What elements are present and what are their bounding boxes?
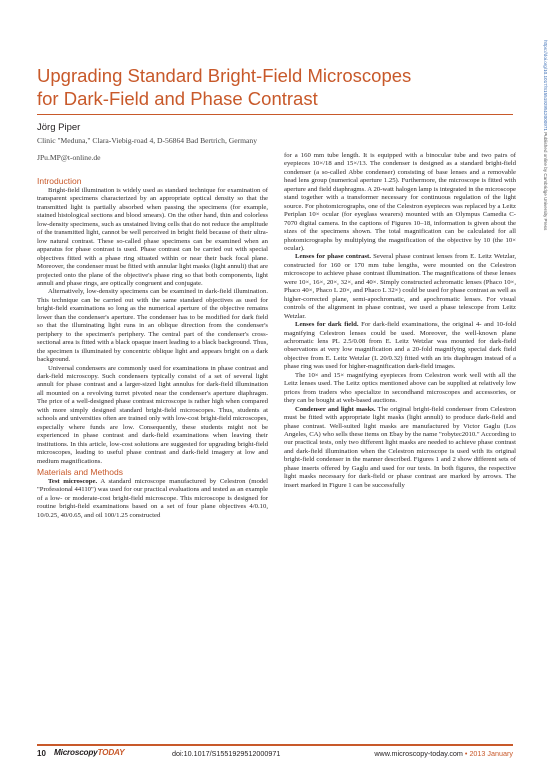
right-paragraph-1: for a 160 mm tube length. It is equipped with a binocular tube and two pairs of eyepieces 10×/18 and 15×/13. The condenser is designed as a standard bright-field condenser (a so-called Abbe condenser) consisting of base lenses and a removable head lens group (numerical aperture 1.25). Furthermore, the microscope is fitted with aperture and field diaphragms. A 20-watt halogen lamp is integrated in the microscope stand together with a transformer necessary for continuous regulation of the light source. For photomicrographs, one of the Celestron eyepieces was replaced by a Leitz Periplan 10× ocular (for eyeglass wearers) mounted with an Olympus Camedia C-7070 digital camera. In the captions of Figures 10–18, information is given about the sizes of the specimens shown. The total magnification can be calculated for all photomicrographs by multiplying the magnification of the objective by 10 (the 10× ocular). <box>284 152 516 252</box>
run-in-test-microscope: Test microscope. <box>48 477 98 485</box>
title-line-2: for Dark-Field and Phase Contrast <box>37 88 318 109</box>
footer-rule <box>37 744 513 746</box>
right-paragraph-4: The 10× and 15× magnifying eyepieces from Celestron work well with all the Leitz lenses used. The Leitz optics mentioned above can be supplied at relatively low prices from traders who specialize in secondhand microscopes and accessories, or they can be bought at web-based auctions. <box>284 371 516 405</box>
intro-paragraph-2: Alternatively, low-density specimens can be examined in dark-field illumination. This technique can be carried out with the same standard objectives as used for bright-field examinations so long as the numerical aperture of the objective remains lower than the condenser's aperture. The condenser has to be modified for dark field so that the illuminating light runs in an oblique direction from the condenser's periphery to the specimen's periphery. The central part of the condenser's cross-sectional area is fitted with a black opaque insert leading to a black background. Thus, the specimen is illuminated by concentric oblique light and appears bright on a dark background. <box>37 288 268 364</box>
right-column <box>284 152 516 490</box>
run-in-condenser: Condenser and light masks. <box>295 405 376 413</box>
right-paragraph-3-text: For dark-field examinations, the original 4- and 10-fold magnifying Celestron lenses could be used. Moreover, the well-known plane achromatic lens PL 2.5/0.08 from E. Leitz Wetzlar was mounted for dark-field observations at very low magnification and a 20-fold magnifying special dark field objective from E. Leitz Wetzlar (L 20/0.32) fitted with an iris diaphragm instead of a phase ring was used for higher-magnification dark-field images. <box>284 321 517 371</box>
side-doi-link[interactable]: https://doi.org/10.1017/S1551929512000971 <box>543 40 548 131</box>
page-number: 10 <box>37 749 46 758</box>
journal-logo <box>54 748 124 757</box>
page-footer <box>37 749 513 763</box>
right-paragraph-2 <box>284 253 516 321</box>
author-affiliation: Clinic "Meduna," Clara-Viebig-road 4, D-56864 Bad Bertrich, Germany <box>37 136 257 145</box>
author-email[interactable]: JPu.MP@t-online.de <box>37 153 101 162</box>
footer-doi: doi:10.1017/S1551929512000971 <box>172 749 281 758</box>
footer-website[interactable]: www.microscopy-today.com <box>374 749 463 758</box>
run-in-darkfield-lenses: Lenses for dark field. <box>295 321 359 329</box>
intro-paragraph-1: Bright-field illumination is widely used as standard technique for examination of transparent specimens characterized by an appropriate optical density so that the transmitted light is partially absorbed when passing the specimens (for example, stained histological sections and blood smears). On the other hand, thin and colorless low-density specimens, such as unstained living cells that do not reduce the amplitude of the transmitted light, cannot be well perceived in bright field because of their ultra-low natural contrast. These so-called phase specimens can be examined when an apparatus for phase contrast is used. Phase contrast can be carried out with special objectives fitted with a phase ring situated within or near their back focal plane. Moreover, the condenser must be fitted with annular light masks (light annuli) that are projected onto the plane of the objective's phase ring so that both components, light annuli and phase rings, are optically congruent and conjugate. <box>37 187 268 287</box>
footer-issue: 2013 January <box>469 749 513 758</box>
journal-logo-part-2: TODAY <box>97 748 125 757</box>
right-paragraph-5 <box>284 406 516 491</box>
right-paragraph-5-text: The original bright-field condenser from Celestron must be fitted with appropriate light masks (light annuli) to produce dark-field and phase contrast. Well-suited light masks are manufactured by Victor Gaglu (Los Angeles, CA) who sells these items on Ebay by the name "robytec2010." According to our practical tests, only two different light masks are needed to achieve phase contrast and dark-field illumination when the Celestron microscope is used with its original bright-field condenser in the manner described. Figures 1 and 2 show different sets of phase inserts offered by Gaglu and used for our tests. In both figures, the respective light masks necessary for dark-field or phase contrast are marked by arrows. The insert marked in Figure 1 can be successfully <box>284 405 516 489</box>
author-name: Jörg Piper <box>37 122 81 133</box>
methods-heading: Materials and Methods <box>37 466 123 477</box>
footer-separator: • <box>464 749 468 758</box>
side-publisher-note: Published online by Cambridge University Press <box>543 130 548 231</box>
article-title <box>37 64 507 110</box>
journal-logo-part-1: Microscopy <box>54 748 98 757</box>
title-divider <box>37 114 513 115</box>
right-paragraph-3 <box>284 321 516 372</box>
methods-paragraph-1-text: A standard microscope manufactured by Celestron (model "Professional 44110") was used for our practical evaluations and tested as an example of a low- or moderate-cost bright-field microscope. This microscope is designed for routine bright-field examinations based on a set of four plane objectives 4/0.10, 10/0.25, 40/0.65, and oil 100/1.25 constructed <box>37 477 268 519</box>
doi-side-note <box>543 40 548 230</box>
right-paragraph-2-text: Several phase contrast lenses from E. Leitz Wetzlar, constructed for 160 or 170 mm tube lengths, were mounted on the Celestron microscope to achieve phase contrast illumination. The magnifications of these lenses were 10×, 16×, 20×, 32×, and 40×. Simply constructed achromatic lenses (Phaco 10×, Phaco 40×, Phaco L 20×, and Phaco L 32×) could be used for phase contrast as well as higher-corrected plane, semi-apochromatic, and apochromatic lenses. For visual controls of the alignment in phase contrast, we used a phase telescope from Leitz Wetzlar. <box>284 253 517 320</box>
methods-paragraph-1 <box>37 478 268 520</box>
run-in-phase-lenses: Lenses for phase contrast. <box>295 253 371 261</box>
left-column <box>37 176 268 520</box>
footer-site-issue <box>374 749 513 758</box>
title-line-1: Upgrading Standard Bright-Field Microscopes <box>37 65 412 86</box>
introduction-heading: Introduction <box>37 176 82 186</box>
intro-paragraph-3: Universal condensers are commonly used for examinations in phase contrast and dark-field microscopy. Such condensers typically consist of a set of several light annuli for phase contrast and a larger-sized light annulus for dark-field illumination all mounted on a revolving turret pivoted near the condenser's aperture diaphragm. The price of a well-designed phase contrast microscope is rather high when compared with more simply designed standard bright-field microscopes. Thus, students at schools and universities often are trained only with low-cost bright-field microscopes, especially where funds are low. Consequently, these students might not be experienced in phase contrast and dark-field examinations when leaving their institutions. In this article, low-cost solutions are suggested for upgrading bright-field microscopes, leading to useful phase contrast and dark-field imagery at low and medium magnifications. <box>37 364 268 465</box>
